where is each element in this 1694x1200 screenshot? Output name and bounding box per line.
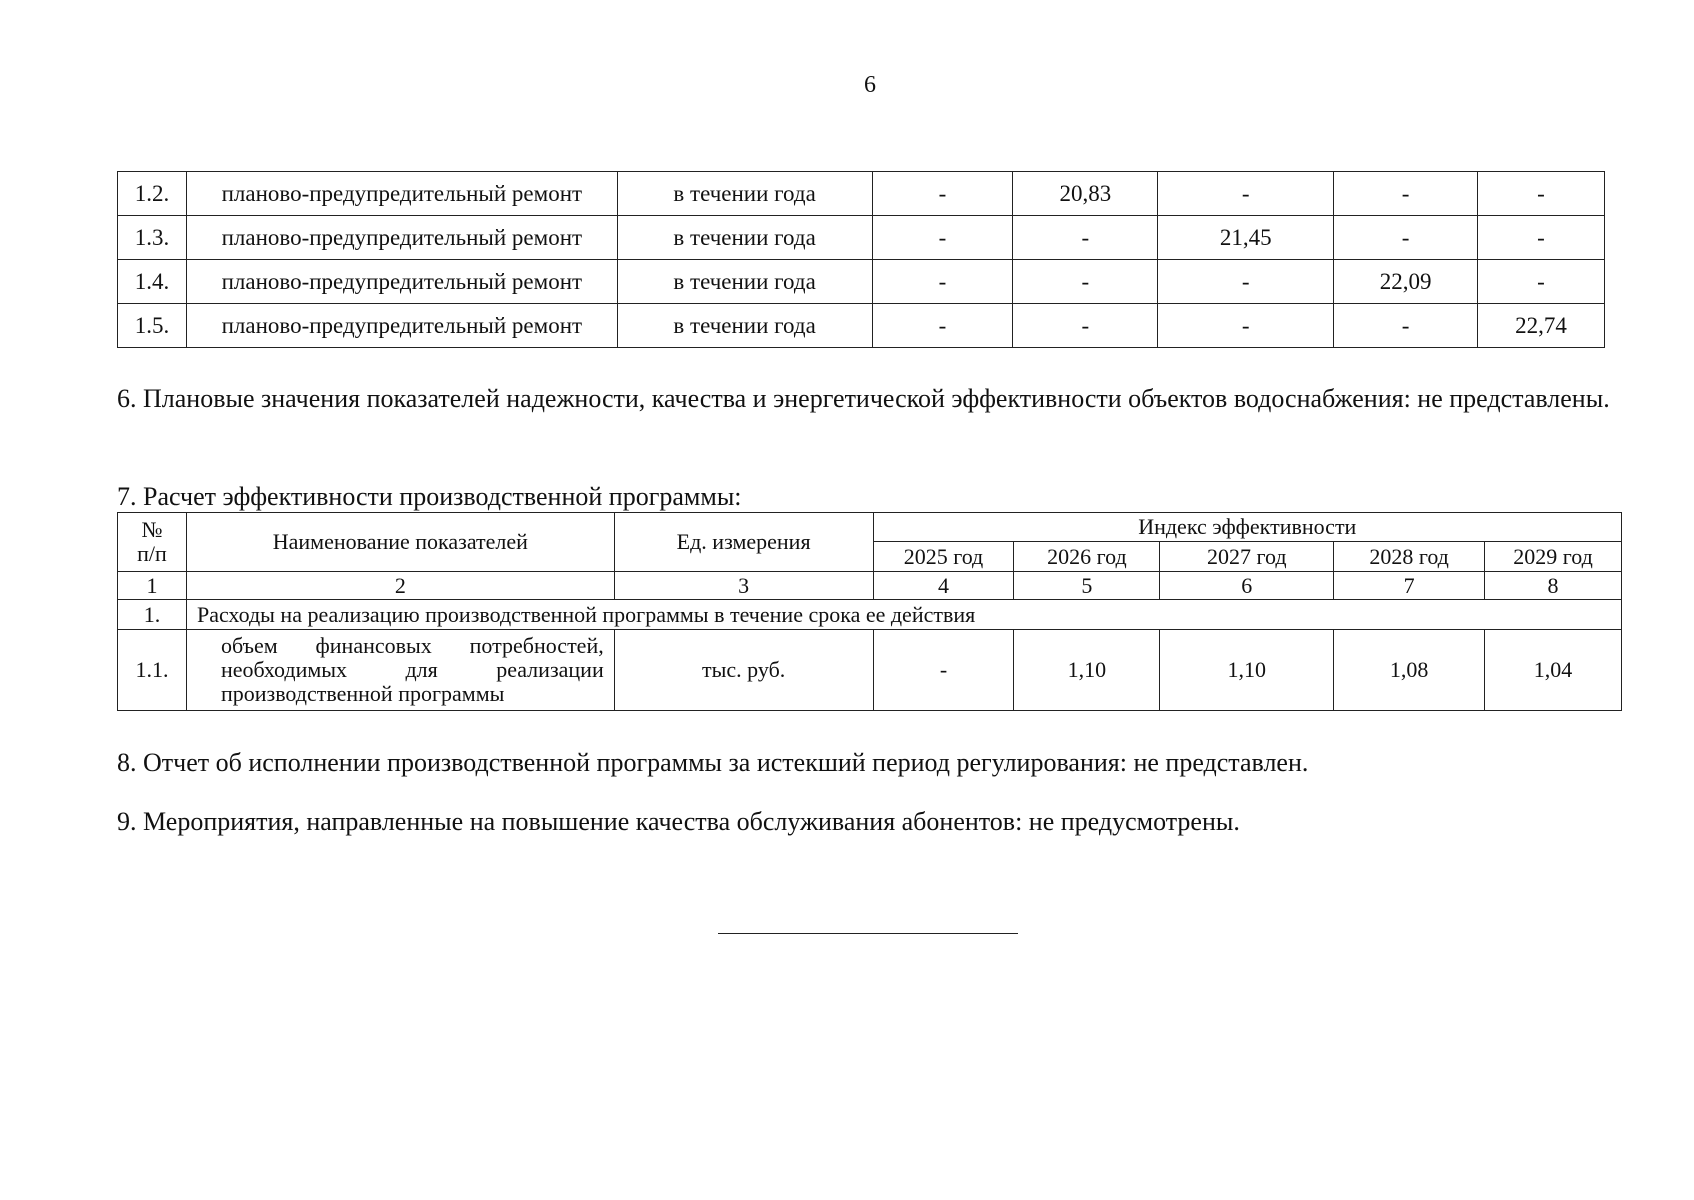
- value-cell: 20,83: [1013, 172, 1158, 216]
- section-6-paragraph: 6. Плановые значения показателей надежности, качества и энергетической эффективности объектов водоснабжения: не представлены.: [117, 384, 1610, 413]
- year-header: 2029 год: [1485, 542, 1622, 572]
- section-row: [118, 600, 1622, 630]
- work-period: в течении года: [617, 304, 872, 348]
- work-name: планово-предупредительный ремонт: [186, 304, 617, 348]
- work-period: в течении года: [617, 172, 872, 216]
- row-number: 1.2.: [118, 172, 187, 216]
- value-cell: -: [872, 216, 1013, 260]
- section-7-heading: 7. Расчет эффективности производственной программы:: [117, 482, 742, 511]
- closing-line: [718, 933, 1018, 934]
- efficiency-table: [117, 512, 1622, 711]
- column-number-row: [118, 572, 1622, 600]
- value-cell: 22,74: [1478, 304, 1605, 348]
- value-cell: -: [1158, 304, 1334, 348]
- value-cell: -: [1334, 216, 1478, 260]
- year-header: 2026 год: [1014, 542, 1160, 572]
- value-cell: -: [1334, 304, 1478, 348]
- year-header: 2025 год: [873, 542, 1014, 572]
- index-header: Индекс эффективности: [873, 513, 1621, 542]
- row-number: 1.1.: [118, 630, 187, 711]
- value-cell: 1,04: [1485, 630, 1622, 711]
- row-number: 1.4.: [118, 260, 187, 304]
- work-period: в течении года: [617, 260, 872, 304]
- name-header: Наименование показателей: [186, 513, 614, 572]
- value-cell: -: [1013, 260, 1158, 304]
- table-row: [118, 172, 1605, 216]
- repair-schedule-table: [117, 171, 1605, 348]
- year-header: 2028 год: [1334, 542, 1485, 572]
- value-cell: -: [1478, 216, 1605, 260]
- column-number: 8: [1485, 572, 1622, 600]
- value-cell: 1,08: [1334, 630, 1485, 711]
- column-number: 2: [186, 572, 614, 600]
- value-cell: -: [1478, 260, 1605, 304]
- column-number: 5: [1014, 572, 1160, 600]
- work-period: в течении года: [617, 216, 872, 260]
- value-cell: -: [872, 260, 1013, 304]
- value-cell: -: [1334, 172, 1478, 216]
- table-row: [118, 630, 1622, 711]
- num-header-line1: №: [141, 517, 163, 542]
- row-number: 1.5.: [118, 304, 187, 348]
- year-header: 2027 год: [1160, 542, 1334, 572]
- section-title: Расходы на реализацию производственной программы в течение срока ее действия: [186, 600, 1621, 630]
- column-number: 7: [1334, 572, 1485, 600]
- column-number: 6: [1160, 572, 1334, 600]
- table-row: [118, 216, 1605, 260]
- indicator-name-line: производственной программы: [220, 681, 505, 706]
- unit-cell: тыс. руб.: [614, 630, 873, 711]
- num-header-line2: п/п: [137, 541, 167, 566]
- row-number: 1.3.: [118, 216, 187, 260]
- indicator-name: [186, 630, 614, 711]
- value-cell: 21,45: [1158, 216, 1334, 260]
- value-cell: -: [1478, 172, 1605, 216]
- unit-header: Ед. измерения: [614, 513, 873, 572]
- column-number: 1: [118, 572, 187, 600]
- value-cell: 1,10: [1014, 630, 1160, 711]
- value-cell: -: [1158, 172, 1334, 216]
- indicator-name-line: объем финансовых потребностей,: [220, 633, 604, 658]
- section-9-paragraph: 9. Мероприятия, направленные на повышение качества обслуживания абонентов: не предусмотрены.: [117, 807, 1240, 836]
- value-cell: -: [872, 172, 1013, 216]
- work-name: планово-предупредительный ремонт: [186, 260, 617, 304]
- header-row: [118, 513, 1622, 542]
- page-number: 6: [864, 72, 876, 98]
- column-number: 3: [614, 572, 873, 600]
- value-cell: 1,10: [1160, 630, 1334, 711]
- column-number: 4: [873, 572, 1014, 600]
- value-cell: 22,09: [1334, 260, 1478, 304]
- indicator-name-line: необходимых для реализации: [220, 657, 604, 682]
- section-number: 1.: [118, 600, 187, 630]
- value-cell: -: [873, 630, 1014, 711]
- value-cell: -: [872, 304, 1013, 348]
- num-header: [118, 513, 187, 572]
- value-cell: -: [1013, 216, 1158, 260]
- work-name: планово-предупредительный ремонт: [186, 172, 617, 216]
- value-cell: -: [1158, 260, 1334, 304]
- table-row: [118, 260, 1605, 304]
- table-row: [118, 304, 1605, 348]
- section-8-paragraph: 8. Отчет об исполнении производственной программы за истекший период регулирования: не представлен.: [117, 748, 1309, 777]
- value-cell: -: [1013, 304, 1158, 348]
- work-name: планово-предупредительный ремонт: [186, 216, 617, 260]
